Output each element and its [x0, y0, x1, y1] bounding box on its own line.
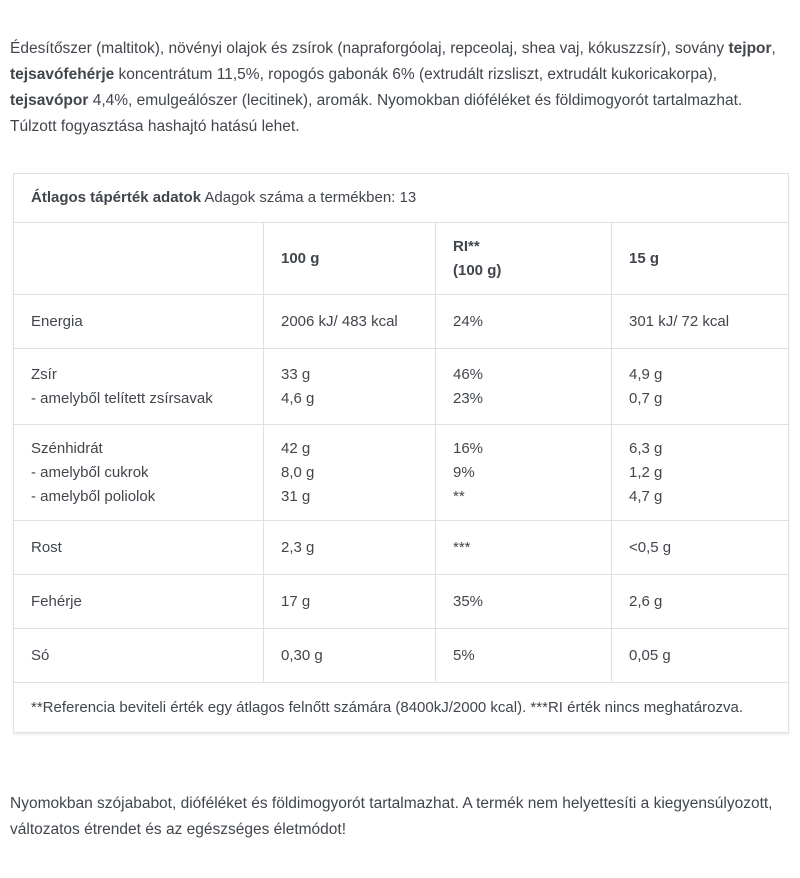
row-label-cell: [14, 575, 264, 629]
column-header-1: [264, 223, 436, 295]
table-subtitle: Adagok száma a termékben: 13: [204, 189, 417, 206]
nutrient-value: 6,3 g: [629, 439, 663, 457]
nutrient-value: 2,6 g: [629, 592, 663, 610]
nutrient-value: 1,2 g: [629, 463, 663, 481]
row-label-cell: [14, 295, 264, 349]
nutrient-label: - amelyből cukrok: [31, 463, 149, 481]
row-value-cell: [612, 349, 789, 425]
ingredient-emphasis-text: tejpor: [728, 40, 772, 57]
column-header-line: 100 g: [281, 249, 320, 267]
ingredients-paragraph: [10, 36, 790, 140]
nutrient-value: 5%: [453, 646, 475, 664]
nutrient-label: Szénhidrát: [31, 439, 103, 457]
table-row: [14, 425, 789, 521]
table-row: [14, 521, 789, 575]
nutrient-value: <0,5 g: [629, 538, 672, 556]
nutrient-value: 23%: [453, 389, 484, 407]
nutrient-value: 2,3 g: [281, 538, 315, 556]
nutrient-label: Energia: [31, 312, 83, 330]
column-header-line: RI**: [453, 237, 480, 255]
column-header-2: [436, 223, 612, 295]
table-title: Átlagos tápérték adatok: [31, 189, 202, 206]
product-info-page: [0, 36, 800, 843]
table-header-row: [14, 223, 789, 295]
row-value-cell: [612, 425, 789, 521]
ingredient-text: 4,4%, emulgeálószer (lecitinek), aromák. Nyomokban dióféléket és földimogyorót tartalmazhat. Túlzott fogyasztása hashajtó hatású lehet.: [10, 92, 743, 135]
nutrient-value: 33 g: [281, 365, 311, 383]
nutrient-label: Só: [31, 646, 50, 664]
nutrient-label: Rost: [31, 538, 62, 556]
row-label-cell: [14, 349, 264, 425]
nutrient-value: 2006 kJ/ 483 kcal: [281, 312, 398, 330]
row-label-cell: [14, 425, 264, 521]
nutrient-value: 0,05 g: [629, 646, 671, 664]
nutrient-value: 301 kJ/ 72 kcal: [629, 312, 730, 330]
nutrient-label: - amelyből telített zsírsavak: [31, 389, 213, 407]
row-value-cell: [436, 425, 612, 521]
nutrient-label: Fehérje: [31, 592, 82, 610]
column-header-0: [14, 223, 264, 295]
row-value-cell: [436, 575, 612, 629]
table-row: [14, 575, 789, 629]
column-header-line: (100 g): [453, 261, 502, 279]
row-value-cell: [264, 425, 436, 521]
row-value-cell: [612, 295, 789, 349]
nutrient-value: ***: [453, 538, 471, 556]
column-header-3: [612, 223, 789, 295]
row-value-cell: [436, 349, 612, 425]
row-value-cell: [264, 575, 436, 629]
nutrient-label: Zsír: [31, 365, 57, 383]
ingredient-text: ,: [771, 40, 776, 57]
row-value-cell: [436, 521, 612, 575]
allergen-paragraph: Nyomokban szójababot, dióféléket és földimogyorót tartalmazhat. A termék nem helyettesíti a kiegyensúlyozott, változatos étrendet és az egészséges életmódot!: [10, 795, 773, 838]
table-title-row: [14, 174, 789, 223]
nutrient-value: 8,0 g: [281, 463, 315, 481]
nutrient-value: 16%: [453, 439, 484, 457]
table-row: [14, 295, 789, 349]
nutrient-value: 4,7 g: [629, 487, 663, 505]
row-value-cell: [264, 295, 436, 349]
nutrient-value: 17 g: [281, 592, 311, 610]
nutrient-value: 24%: [453, 312, 484, 330]
row-label-cell: [14, 629, 264, 683]
ingredient-emphasis-text: tejsavópor: [10, 92, 89, 109]
row-value-cell: [264, 349, 436, 425]
row-value-cell: [264, 629, 436, 683]
ingredient-text: koncentrátum 11,5%, ropogós gabonák 6% (extrudált rizsliszt, extrudált kukoricakorpa),: [114, 66, 718, 83]
table-title-cell: [14, 174, 789, 223]
ingredient-text: Édesítőszer (maltitok), növényi olajok és zsírok (napraforgóolaj, repceolaj, shea vaj, kókuszzsír), sovány: [10, 40, 729, 57]
nutrition-table: [13, 173, 789, 733]
nutrient-value: **: [453, 487, 465, 505]
table-row: [14, 349, 789, 425]
row-value-cell: [612, 575, 789, 629]
nutrient-value: 42 g: [281, 439, 311, 457]
row-value-cell: [436, 295, 612, 349]
nutrient-value: 46%: [453, 365, 484, 383]
row-label-cell: [14, 521, 264, 575]
nutrient-value: 9%: [453, 463, 475, 481]
nutrient-label: - amelyből poliolok: [31, 487, 156, 505]
row-value-cell: [264, 521, 436, 575]
table-footnote: **Referencia beviteli érték egy átlagos felnőtt számára (8400kJ/2000 kcal). ***RI érték nincs meghatározva.: [14, 683, 789, 733]
ingredient-emphasis-text: tejsavófehérje: [10, 66, 115, 83]
row-value-cell: [436, 629, 612, 683]
nutrient-value: 4,6 g: [281, 389, 315, 407]
nutrient-value: 31 g: [281, 487, 311, 505]
table-footnote-row: [14, 683, 789, 733]
column-header-line: 15 g: [629, 249, 660, 267]
table-row: [14, 629, 789, 683]
nutrient-value: 35%: [453, 592, 484, 610]
nutrient-value: 4,9 g: [629, 365, 663, 383]
row-value-cell: [612, 629, 789, 683]
row-value-cell: [612, 521, 789, 575]
nutrient-value: 0,30 g: [281, 646, 323, 664]
nutrient-value: 0,7 g: [629, 389, 663, 407]
